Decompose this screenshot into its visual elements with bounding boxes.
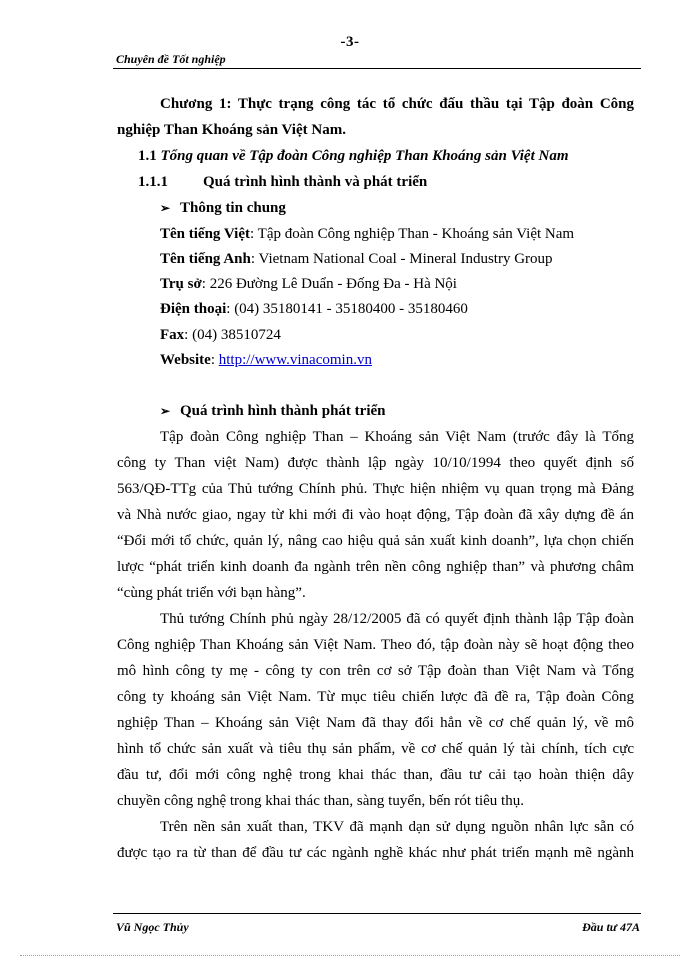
info-row-phone <box>160 299 468 319</box>
info-label: Fax <box>160 327 185 343</box>
info-label: Tên tiếng Việt <box>160 226 250 242</box>
general-info-heading <box>160 198 286 218</box>
history-heading-text: Quá trình hình thành phát triển <box>180 403 386 419</box>
chapter-title-line-1: Chương 1: Thực trạng công tác tổ chức đấu thầu tại Tập đoàn Công <box>160 96 634 112</box>
paragraph-line: đầu tư, đổi mới công nghệ trong khai thác than, đầu tư cải tạo hoàn thiện dây <box>117 767 634 783</box>
section-heading <box>138 146 569 166</box>
subsection-number: 1.1.1 <box>138 174 168 190</box>
info-sep: : <box>201 276 210 292</box>
info-value: 226 Đường Lê Duẩn - Đống Đa - Hà Nội <box>209 276 457 292</box>
info-sep: : <box>210 352 219 368</box>
paragraph-line: lược “phát triển kinh doanh đa ngành trên nền công nghiệp than” và phương châm <box>117 559 634 575</box>
page-break-line <box>20 955 680 956</box>
info-row-vietnamese-name <box>160 224 574 244</box>
paragraph-line: công ty Than việt Nam) được thành lập ngày 10/10/1994 theo quyết định số <box>117 455 634 471</box>
info-value: Tập đoàn Công nghiệp Than - Khoáng sản Việt Nam <box>257 226 575 242</box>
info-row-fax <box>160 325 281 345</box>
running-title: Chuyên đề Tốt nghiệp <box>116 52 226 66</box>
website-link[interactable]: http://www.vinacomin.vn <box>218 352 372 368</box>
footer-divider <box>113 913 641 914</box>
paragraph-line: Công nghiệp Than Khoáng sản Việt Nam. Theo đó, tập đoàn này sẽ hoạt động theo <box>117 637 634 653</box>
page-number: -3- <box>340 34 360 50</box>
info-row-english-name <box>160 249 553 269</box>
paragraph-line: “cùng phát triển với bạn hàng”. <box>117 585 306 601</box>
subsection-title: Quá trình hình thành và phát triển <box>203 174 428 190</box>
paragraph-line: Trên nền sản xuất than, TKV đã mạnh dạn sử dụng nguồn nhân lực sẵn có <box>160 819 634 835</box>
paragraph-line: chuyền công nghệ trong khai thác than, sàng tuyển, bến rót tiêu thụ. <box>117 793 524 809</box>
info-label: Điện thoại <box>160 301 227 317</box>
info-row-headquarters <box>160 274 457 294</box>
info-label: Trụ sở <box>160 276 202 292</box>
paragraph-line: “Đổi mới tổ chức, quản lý, nâng cao hiệu quả sản xuất kinh doanh”, lựa chọn chiến <box>117 533 634 549</box>
info-sep: : <box>184 327 193 343</box>
footer-author: Vũ Ngọc Thủy <box>116 920 189 934</box>
arrow-right-icon: ➢ <box>160 404 171 418</box>
info-label: Tên tiếng Anh <box>160 251 251 267</box>
header-divider <box>113 68 641 69</box>
paragraph-line: được tạo ra từ than để đầu tư các ngành nghề khác như phát triển mạnh mẽ ngành <box>117 845 634 861</box>
paragraph-line: hình tổ chức sản xuất và tiêu thụ sản phẩm, về cơ chế quản lý tài chính, tích cực <box>117 741 634 757</box>
info-label: Website <box>160 352 211 368</box>
info-value: (04) 38510724 <box>192 327 281 343</box>
info-sep: : <box>250 251 259 267</box>
history-heading <box>160 401 385 421</box>
footer-class: Đầu tư 47A <box>582 920 640 934</box>
section-number: 1.1 <box>138 148 157 164</box>
arrow-right-icon: ➢ <box>160 201 171 215</box>
section-title: Tổng quan về Tập đoàn Công nghiệp Than Khoáng sản Việt Nam <box>160 148 569 164</box>
info-sep: : <box>250 226 258 242</box>
paragraph-line: công ty khoáng sản Việt Nam. Từ mục tiêu chiến lược đã đề ra, Tập đoàn Công <box>117 689 634 705</box>
paragraph-line: mô hình công ty mẹ - công ty con trên cơ sở Tập đoàn than Việt Nam và Tổng <box>117 663 634 679</box>
paragraph-line: nghiệp Than – Khoáng sản Việt Nam đã thay đổi hẳn về cơ chế quản lý, về mô <box>117 715 634 731</box>
paragraph-line: Tập đoàn Công nghiệp Than – Khoáng sản Việt Nam (trước đây là Tổng <box>160 429 634 445</box>
info-sep: : <box>226 301 235 317</box>
info-row-website <box>160 350 372 370</box>
chapter-title-line-2: nghiệp Than Khoáng sản Việt Nam. <box>117 122 346 138</box>
paragraph-line: 563/QĐ-TTg của Thủ tướng Chính phủ. Thực hiện nhiệm vụ quan trọng mà Đảng <box>117 481 634 497</box>
info-value: (04) 35180141 - 35180400 - 35180460 <box>234 301 468 317</box>
paragraph-line: và Nhà nước giao, ngay từ khi mới đi vào hoạt động, Tập đoàn đã xây dựng đề án <box>117 507 634 523</box>
info-value: Vietnam National Coal - Mineral Industry Group <box>258 251 553 267</box>
general-info-heading-text: Thông tin chung <box>180 200 286 216</box>
paragraph-line: Thủ tướng Chính phủ ngày 28/12/2005 đã có quyết định thành lập Tập đoàn <box>160 611 634 627</box>
